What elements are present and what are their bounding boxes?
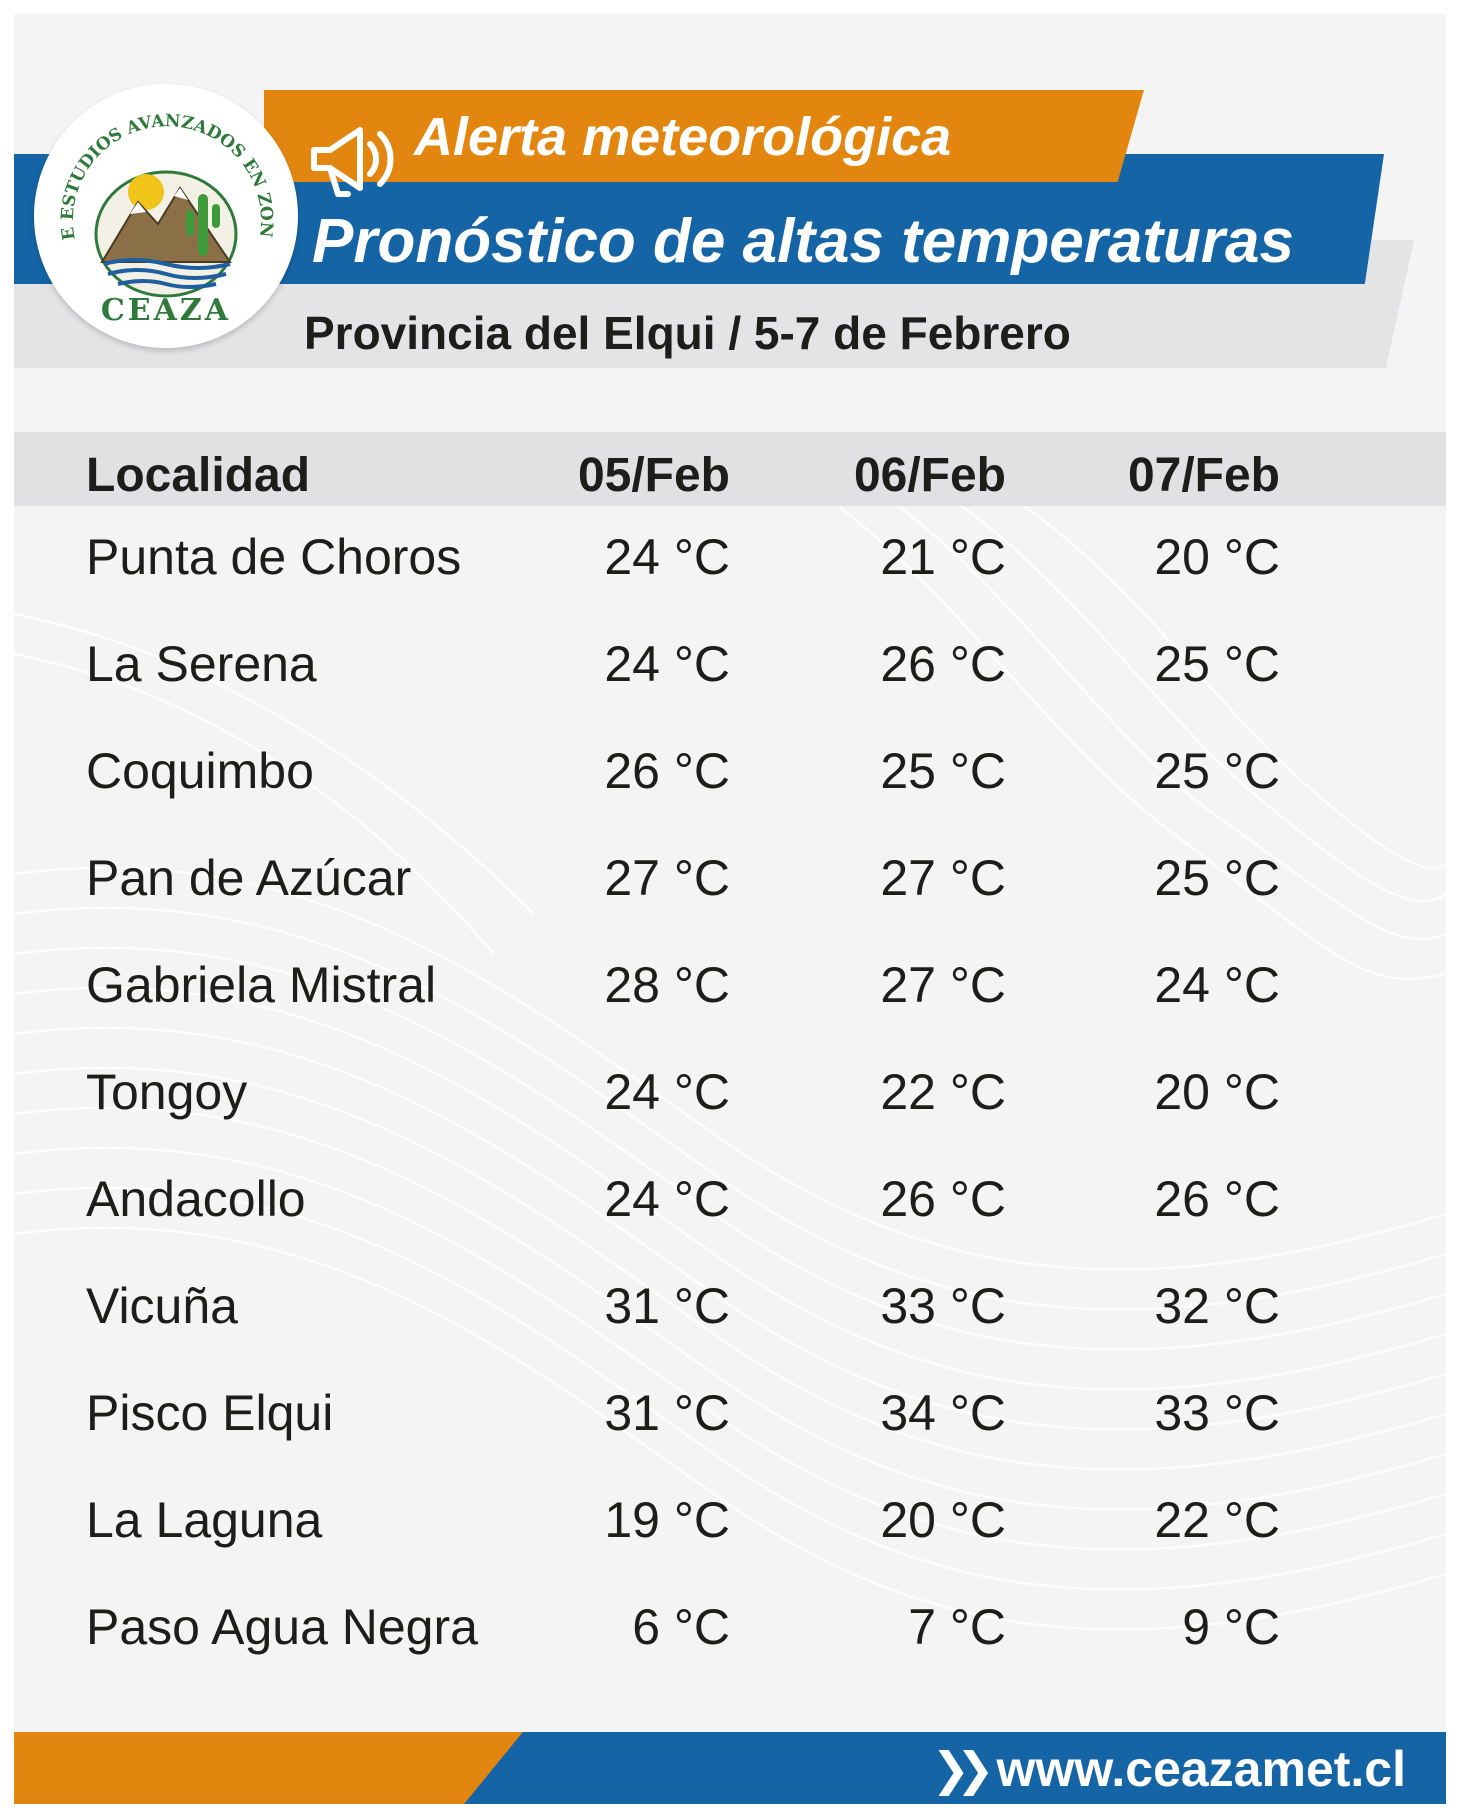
- cell-day2: 27 °C: [880, 957, 1006, 1013]
- cell-day2: 20 °C: [880, 1492, 1006, 1548]
- cell-day2: 26 °C: [880, 636, 1006, 692]
- cell-day3: 25 °C: [1154, 636, 1280, 692]
- table-row: [14, 506, 1446, 613]
- cell-day1: 26 °C: [604, 743, 730, 799]
- table-row: [14, 1041, 1446, 1148]
- table-row: [14, 613, 1446, 720]
- cell-day3: 25 °C: [1154, 743, 1280, 799]
- cell-day2: 25 °C: [880, 743, 1006, 799]
- cell-day3: 26 °C: [1154, 1171, 1280, 1227]
- cell-localidad: Punta de Choros: [86, 529, 462, 585]
- website-link[interactable]: [931, 1740, 1406, 1798]
- logo-ring-text: E ESTUDIOS AVANZADOS EN ZON: [57, 111, 277, 242]
- cell-day3: 22 °C: [1154, 1492, 1280, 1548]
- cell-day1: 31 °C: [604, 1278, 730, 1334]
- cell-day1: 24 °C: [604, 1171, 730, 1227]
- cell-day2: 27 °C: [880, 850, 1006, 906]
- table-row: [14, 1469, 1446, 1576]
- cell-day1: 6 °C: [632, 1599, 730, 1655]
- cell-day3: 25 °C: [1154, 850, 1280, 906]
- table-row: [14, 1148, 1446, 1255]
- footer-orange-band: [14, 1732, 534, 1804]
- cell-day3: 32 °C: [1154, 1278, 1280, 1334]
- page-subtitle: Provincia del Elqui / 5-7 de Febrero: [304, 307, 1071, 359]
- cell-localidad: Gabriela Mistral: [86, 957, 437, 1013]
- cell-localidad: Andacollo: [86, 1171, 306, 1227]
- ceaza-logo: [34, 84, 298, 348]
- cell-day2: 22 °C: [880, 1064, 1006, 1120]
- cell-localidad: Coquimbo: [86, 743, 314, 799]
- table-row: [14, 827, 1446, 934]
- cell-day2: 33 °C: [880, 1278, 1006, 1334]
- cell-day3: 20 °C: [1154, 1064, 1280, 1120]
- column-header-localidad: Localidad: [86, 449, 311, 502]
- cell-day2: 7 °C: [908, 1599, 1006, 1655]
- cell-localidad: Pan de Azúcar: [86, 850, 412, 906]
- alert-label: Alerta meteorológica: [414, 107, 952, 167]
- column-header-day1: 05/Feb: [577, 449, 730, 502]
- table-row: [14, 720, 1446, 827]
- cell-day1: 28 °C: [604, 957, 730, 1013]
- logo-name: CEAZA: [100, 293, 232, 328]
- cell-day3: 9 °C: [1182, 1599, 1280, 1655]
- cell-day1: 24 °C: [604, 529, 730, 585]
- cell-day2: 34 °C: [880, 1385, 1006, 1441]
- forecast-table-body: [14, 506, 1446, 1683]
- megaphone-icon: [304, 110, 404, 202]
- page-title: Pronóstico de altas temperaturas: [312, 207, 1294, 276]
- cell-day1: 24 °C: [604, 636, 730, 692]
- cell-day2: 21 °C: [880, 529, 1006, 585]
- cell-localidad: Tongoy: [86, 1064, 248, 1120]
- forecast-card: [14, 14, 1446, 1804]
- chevrons-right-icon: ❯❯: [931, 1743, 981, 1795]
- cell-day1: 19 °C: [604, 1492, 730, 1548]
- column-header-day3: 07/Feb: [1127, 449, 1280, 502]
- cell-day1: 24 °C: [604, 1064, 730, 1120]
- cell-day3: 20 °C: [1154, 529, 1280, 585]
- website-url: www.ceazamet.cl: [996, 1741, 1406, 1797]
- table-row: [14, 1255, 1446, 1362]
- cell-localidad: Pisco Elqui: [86, 1385, 334, 1441]
- cell-localidad: Paso Agua Negra: [86, 1599, 478, 1655]
- cell-day3: 24 °C: [1154, 957, 1280, 1013]
- table-row: [14, 1362, 1446, 1469]
- cell-day1: 27 °C: [604, 850, 730, 906]
- cell-localidad: La Laguna: [86, 1492, 323, 1548]
- cell-day2: 26 °C: [880, 1171, 1006, 1227]
- cell-localidad: La Serena: [86, 636, 317, 692]
- table-row: [14, 934, 1446, 1041]
- cell-localidad: Vicuña: [86, 1278, 238, 1334]
- table-row: [14, 1576, 1446, 1683]
- cell-day3: 33 °C: [1154, 1385, 1280, 1441]
- column-header-day2: 06/Feb: [853, 449, 1006, 502]
- cell-day1: 31 °C: [604, 1385, 730, 1441]
